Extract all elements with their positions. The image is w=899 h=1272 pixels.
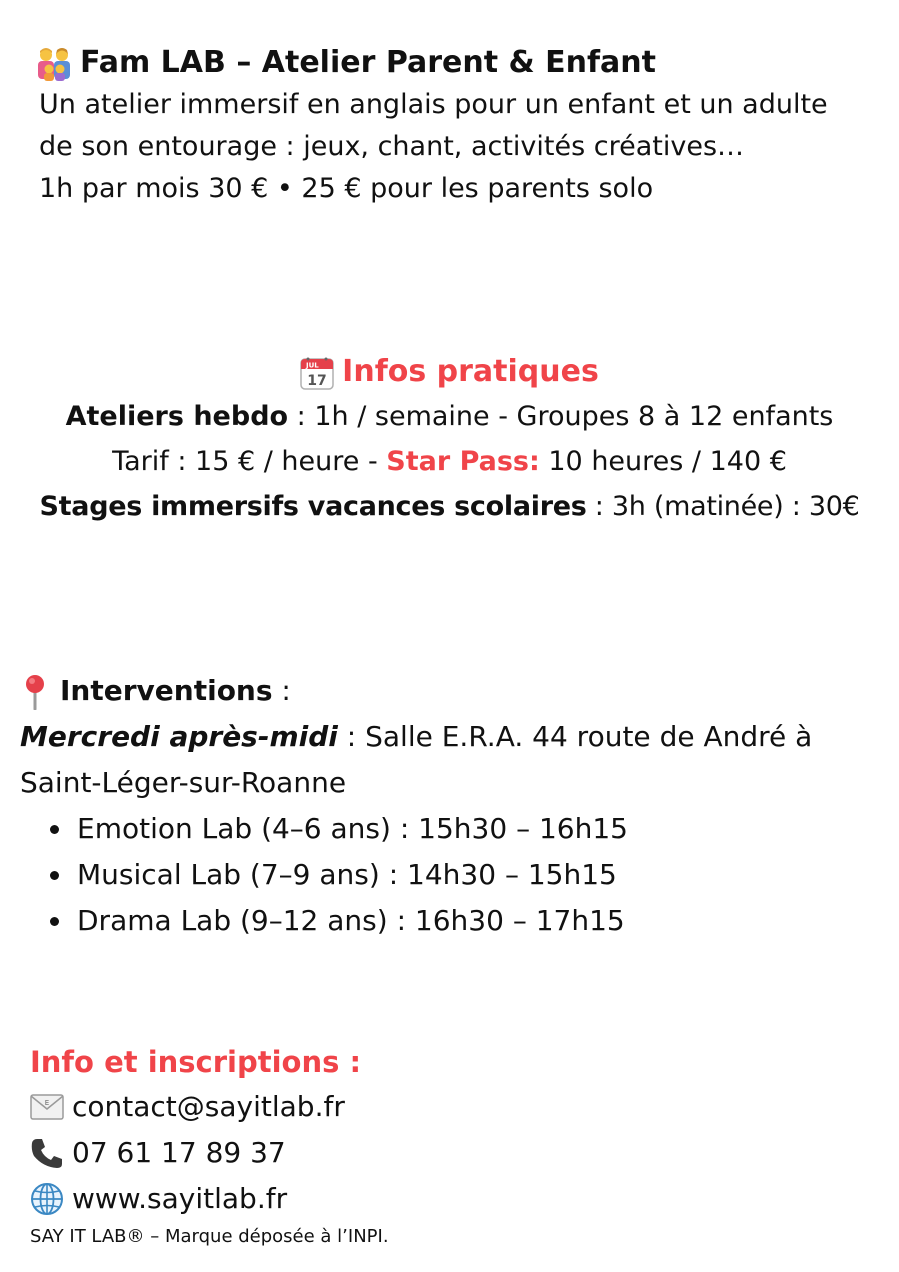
svg-text:E: E: [44, 1099, 50, 1107]
infos-stages: [0, 484, 899, 529]
pin-icon: [20, 674, 50, 710]
envelope-icon: [30, 1094, 64, 1120]
interventions-day-text: : Salle E.R.A. 44 route de André à: [337, 720, 813, 753]
contact-phone-row: [30, 1130, 890, 1176]
calendar-day: 17: [307, 372, 327, 389]
family-icon: [36, 47, 72, 81]
interventions-title-row: [20, 668, 890, 714]
infos-tarif: [0, 439, 899, 484]
interventions-list: [20, 806, 890, 944]
infos-title-row: [0, 350, 899, 394]
calendar-month: JUL: [306, 361, 319, 369]
contact-section: [30, 1040, 890, 1250]
contact-title: Info et inscriptions :: [30, 1045, 362, 1079]
infos-star-pass-text: 10 heures / 140 €: [539, 446, 787, 477]
fam-lab-price: 1h par mois 30 € • 25 € pour les parents solo: [39, 173, 654, 204]
contact-website-link[interactable]: www.sayitlab.fr: [72, 1182, 288, 1215]
infos-stages-label: Stages immersifs vacances scolaires: [39, 491, 587, 522]
footer-trademark: SAY IT LAB® – Marque déposée à l’INPI.: [30, 1226, 389, 1247]
list-item: Drama Lab (9–12 ans) : 16h30 – 17h15: [20, 898, 890, 944]
interventions-section: [20, 668, 890, 944]
infos-hebdo: [0, 394, 899, 439]
contact-email-link[interactable]: contact@sayitlab.fr: [72, 1090, 345, 1123]
contact-website-row: [30, 1176, 890, 1222]
fam-lab-desc-line2: de son entourage : jeux, chant, activités créatives…: [39, 131, 745, 162]
fam-lab-title: Fam LAB – Atelier Parent & Enfant: [80, 45, 656, 80]
fam-lab-desc-line1: Un atelier immersif en anglais pour un enfant et un adulte: [39, 89, 828, 120]
globe-icon: [30, 1182, 64, 1216]
interventions-day-label: Mercredi après-midi: [20, 720, 338, 753]
interventions-title: Interventions: [60, 674, 273, 707]
infos-tarif-text: Tarif : 15 € / heure -: [112, 446, 387, 477]
interventions-title-suffix: :: [272, 674, 291, 707]
infos-hebdo-label: Ateliers hebdo: [65, 401, 289, 432]
interventions-location-line2: Saint-Léger-sur-Roanne: [20, 766, 347, 799]
contact-phone-link[interactable]: 07 61 17 89 37: [72, 1136, 286, 1169]
list-item: Musical Lab (7–9 ans) : 14h30 – 15h15: [20, 852, 890, 898]
fam-lab-title-row: [36, 42, 876, 84]
contact-email-row: [30, 1084, 890, 1130]
infos-title: Infos pratiques: [342, 354, 599, 389]
list-item: Emotion Lab (4–6 ans) : 15h30 – 16h15: [20, 806, 890, 852]
infos-hebdo-text: : 1h / semaine - Groupes 8 à 12 enfants: [288, 401, 834, 432]
phone-icon: [30, 1137, 64, 1169]
calendar-icon: [300, 356, 334, 390]
infos-star-pass-label: Star Pass:: [386, 446, 540, 477]
fam-lab-section: [36, 42, 876, 210]
interventions-day-location: [20, 714, 890, 760]
infos-stages-text: : 3h (matinée) : 30€: [586, 491, 860, 522]
infos-section: [0, 350, 899, 529]
